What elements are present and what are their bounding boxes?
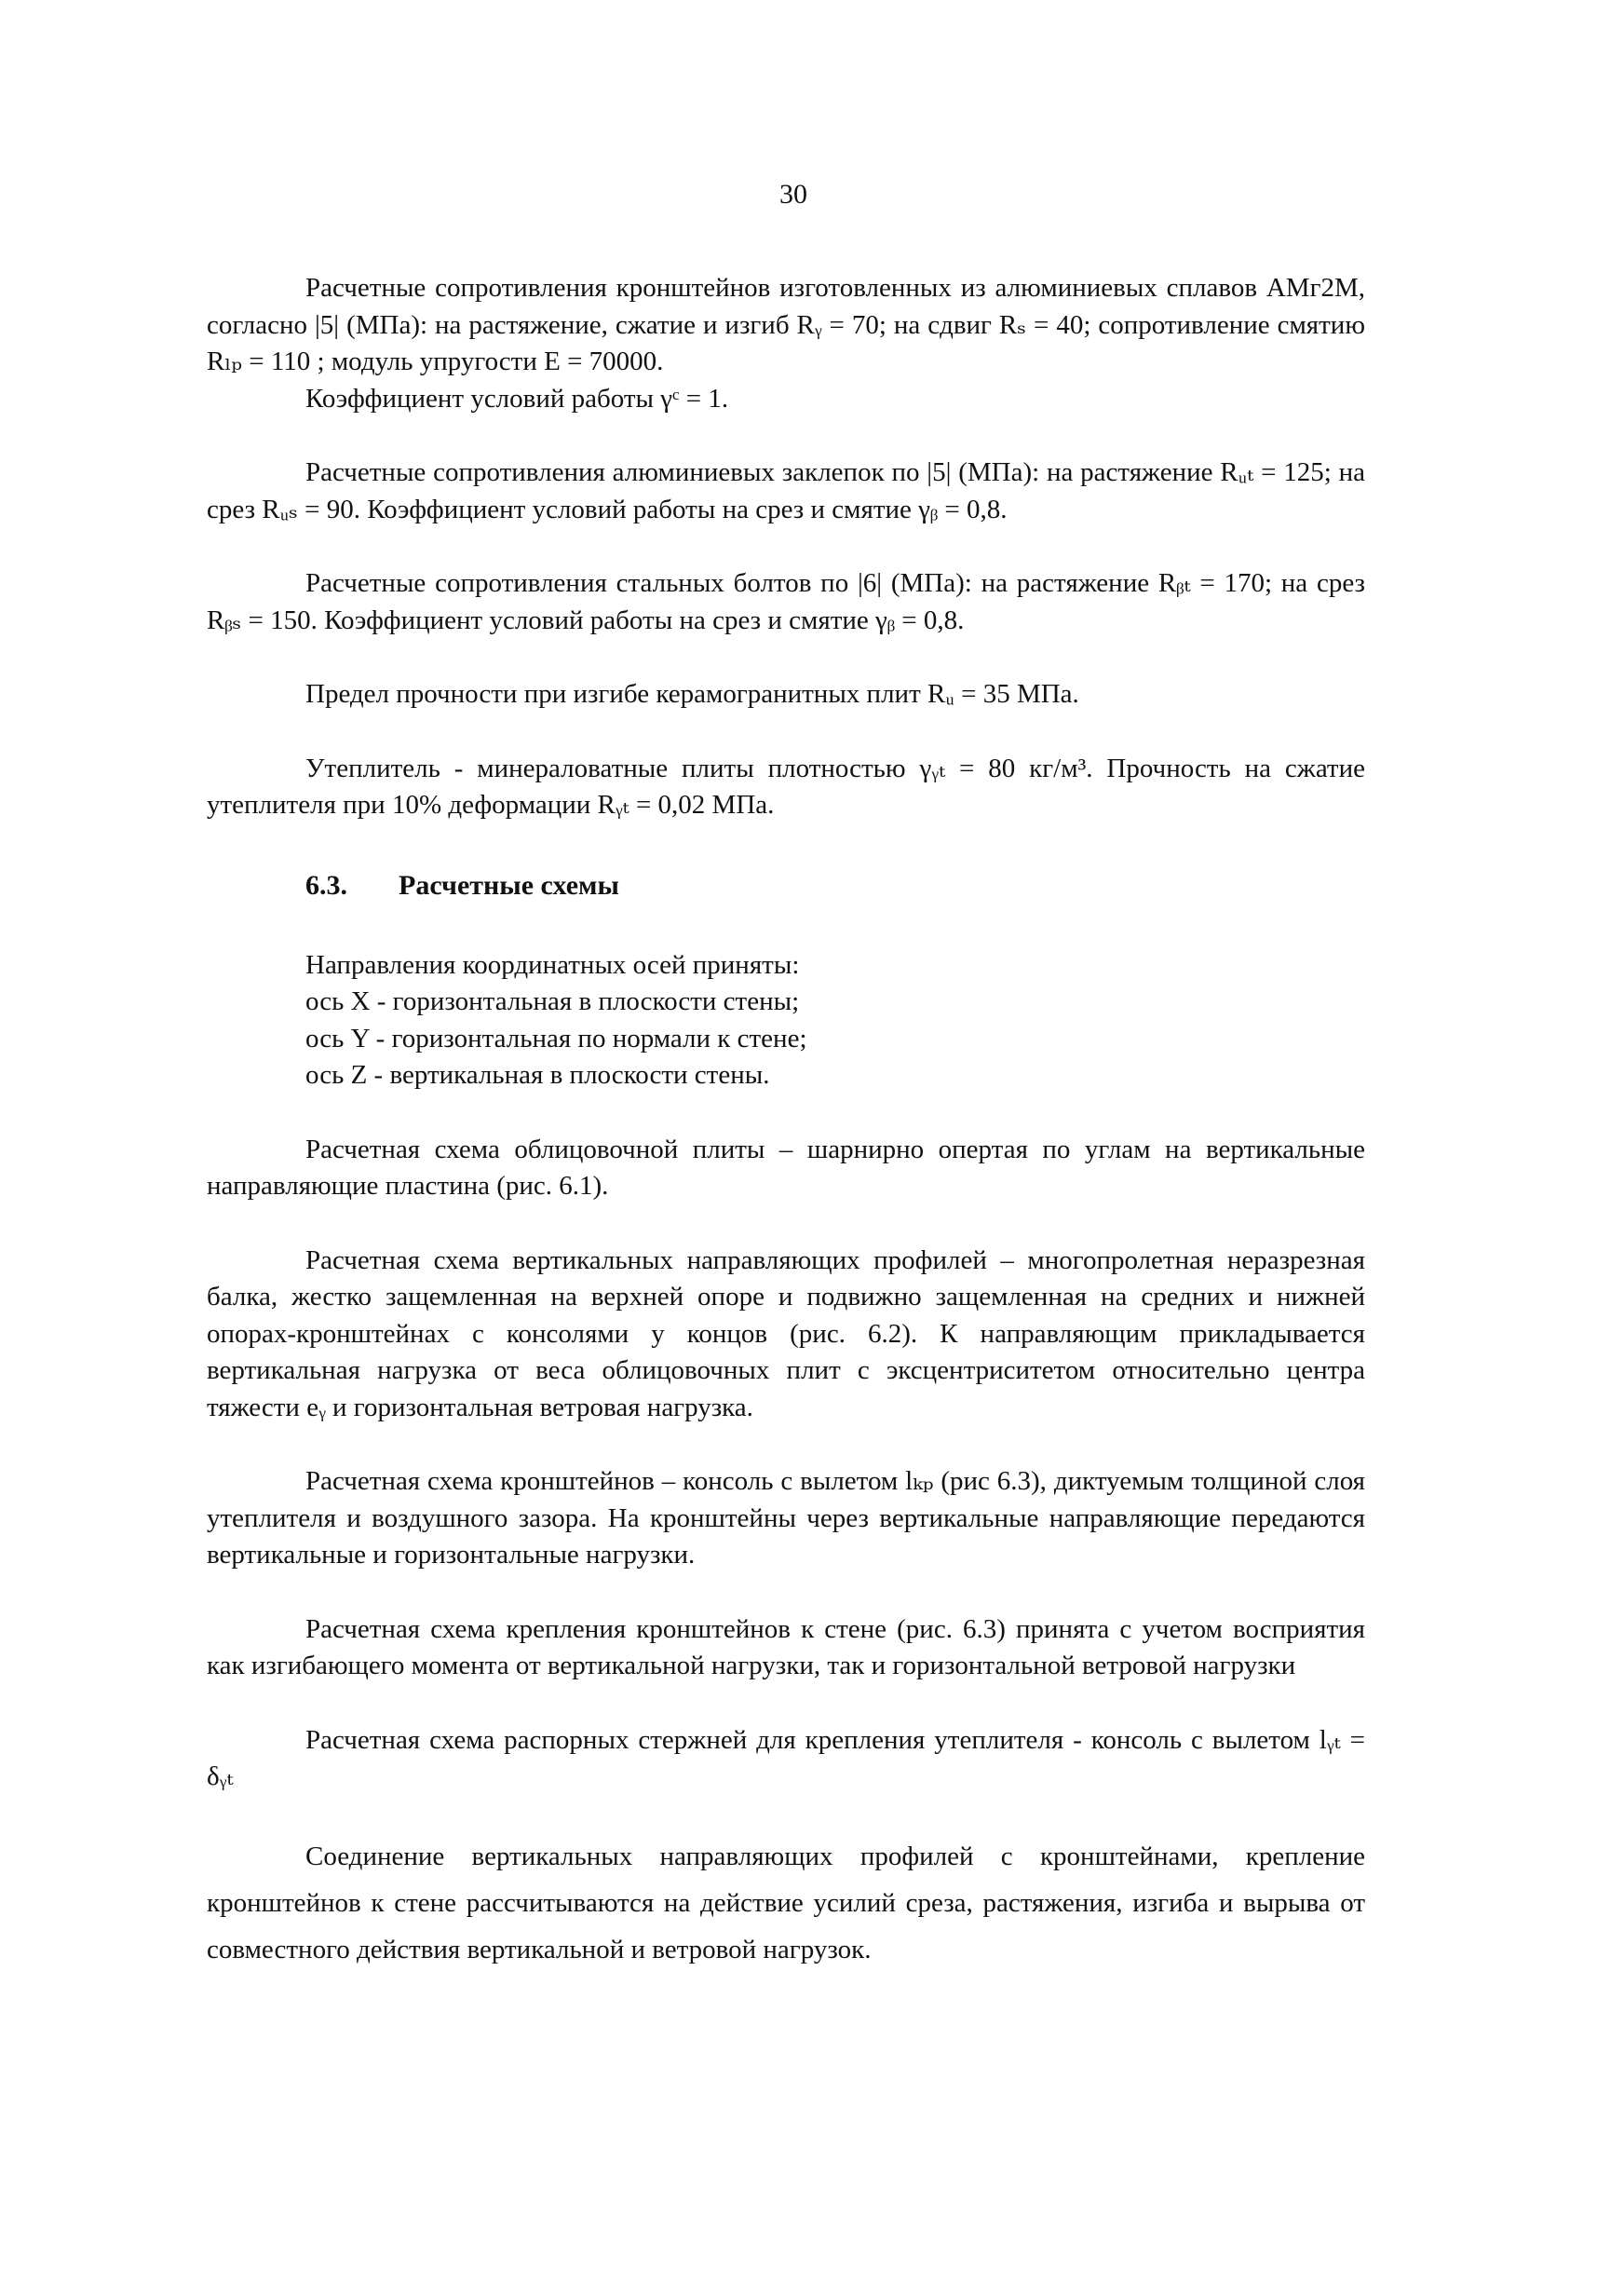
section-number: 6.3.: [305, 869, 347, 901]
section-heading: [305, 867, 1365, 904]
paragraph-rivet-resistance: Расчетные сопротивления алюминиевых заклепок по |5| (МПа): на растяжение Rᵤₜ = 125; на срез Rᵤₛ = 90. Коэффициент условий работы на срез и смятие γᵦ = 0,8.: [207, 457, 1365, 524]
axis-y-item: ось Y - горизонтальная по нормали к стене;: [305, 1023, 807, 1053]
page-content: [207, 270, 1365, 1973]
axis-x-item: ось X - горизонтальная в плоскости стены;: [305, 986, 800, 1016]
paragraph-spacer-rod-scheme: Расчетная схема распорных стержней для крепления утеплителя - консоль с вылетом lᵧₜ = δᵧₜ: [207, 1724, 1365, 1791]
axes-intro: Направления координатных осей приняты:: [305, 949, 800, 980]
paragraph-insulation: Утеплитель - минераловатные плиты плотностью γᵧₜ = 80 кг/м³. Прочность на сжатие утеплителя при 10% деформации Rᵧₜ = 0,02 МПа.: [207, 753, 1365, 820]
paragraph-bolt-resistance: Расчетные сопротивления стальных болтов по |6| (МПа): на растяжение Rᵦₜ = 170; на срез Rᵦₛ = 150. Коэффициент условий работы на срез и смятие γᵦ = 0,8.: [207, 568, 1365, 635]
paragraph-bracket-fastening-scheme: Расчетная схема крепления кронштейнов к стене (рис. 6.3) принята с учетом восприятия как изгибающего момента от вертикальной нагрузки, так и горизонтальной ветровой нагрузки: [207, 1613, 1365, 1680]
paragraph-bracket-scheme: Расчетная схема кронштейнов – консоль с вылетом lₖₚ (рис 6.3), диктуемым толщиной слоя утеплителя и воздушного зазора. На кронштейны через вертикальные направляющие передаются вертикальные и горизонтальные нагрузки.: [207, 1466, 1365, 1570]
paragraph-facing-plate-scheme: Расчетная схема облицовочной плиты – шарнирно опертая по углам на вертикальные направляющие пластина (рис. 6.1).: [207, 1134, 1365, 1201]
paragraph-porcelain-strength: Предел прочности при изгибе керамогранитных плит Rᵤ = 35 МПа.: [305, 679, 1079, 709]
paragraph-guide-profile-scheme: Расчетная схема вертикальных направляющих профилей – многопролетная неразрезная балка, жестко защемленная на верхней опоре и подвижно защемленная на средних и нижней опорах-кронштейнах с консолями у концов (рис. 6.2). К направляющим прикладывается вертикальная нагрузка от веса облицовочных плит с эксцентриситетом относительно центра тяжести eᵧ и горизонтальная ветровая нагрузка.: [207, 1244, 1365, 1422]
section-title: Расчетные схемы: [399, 869, 619, 901]
page-number: 30: [779, 179, 807, 210]
paragraph-bracket-resistance: Расчетные сопротивления кронштейнов изготовленных из алюминиевых сплавов АМг2М, согласно |5| (МПа): на растяжение, сжатие и изгиб Rᵧ = 70; на сдвиг Rₛ = 40; сопротивление смятию Rₗₚ = 110 ; модуль упругости Е = 70000.: [207, 273, 1365, 376]
axis-z-item: ось Z - вертикальная в плоскости стены.: [305, 1060, 770, 1090]
axes-list: [305, 947, 1365, 1094]
paragraph-connection-calculation: Соединение вертикальных направляющих профилей с кронштейнами, крепление кронштейнов к стене рассчитываются на действие усилий среза, растяжения, изгиба и вырыва от совместного действия вертикальной и ветровой нагрузок.: [207, 1841, 1365, 1964]
paragraph-work-coefficient: Коэффициент условий работы γᶜ = 1.: [305, 383, 729, 414]
